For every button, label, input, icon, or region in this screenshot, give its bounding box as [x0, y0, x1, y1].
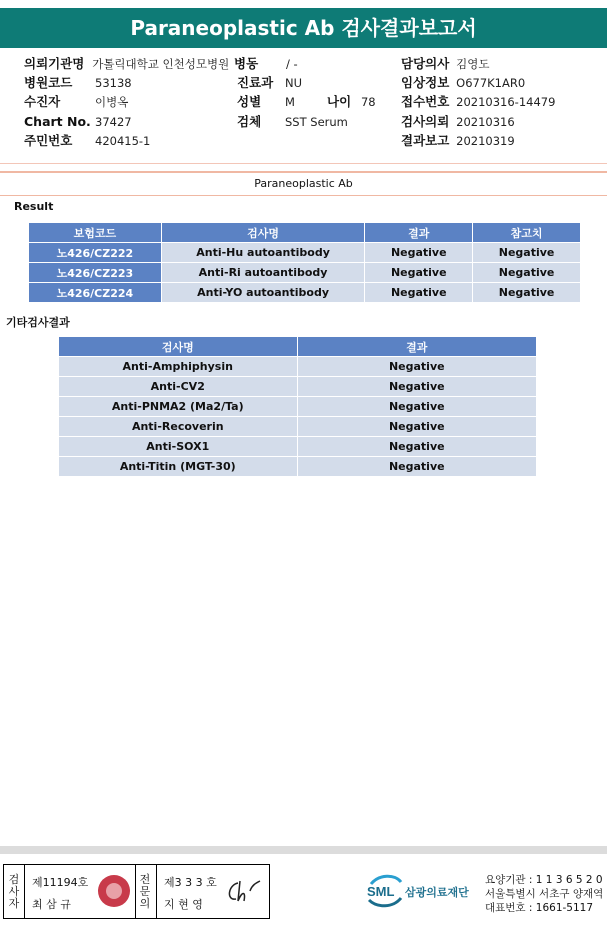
- doctor-field: [401, 55, 489, 73]
- insurance-code-cell: 노426/CZ224: [29, 283, 162, 303]
- org-line: 대표번호 : 1661-5117: [485, 902, 594, 914]
- chart-no-label: Chart No.: [24, 114, 91, 129]
- other-results-label: 기타검사결과: [6, 316, 70, 329]
- hospital-code-label: 병원코드: [24, 75, 73, 90]
- footer-divider: [0, 846, 607, 854]
- reference-cell: Negative: [473, 263, 581, 283]
- result-cell: Negative: [365, 283, 473, 303]
- institution-value: 가톨릭대학교 인천성모병원: [92, 57, 230, 71]
- insurance-code-cell: 노426/CZ223: [29, 263, 162, 283]
- examiner-no: 제11194호: [32, 876, 89, 889]
- column-header: 보험코드: [29, 223, 162, 243]
- ward-label: 병동: [234, 56, 259, 71]
- result-cell: Negative: [365, 243, 473, 263]
- specimen-field: [237, 113, 348, 131]
- signature-icon: [224, 877, 264, 907]
- specimen-value: SST Serum: [285, 115, 348, 129]
- org-line: 서울특별시 서초구 양재역: [485, 888, 604, 900]
- request-date-value: 20210316: [456, 115, 515, 129]
- reference-cell: Negative: [473, 243, 581, 263]
- receipt-no-field: [401, 93, 555, 111]
- request-date-field: [401, 113, 515, 131]
- table-row: [59, 437, 537, 457]
- patient-value: 이병옥: [95, 95, 129, 109]
- reference-cell: Negative: [473, 283, 581, 303]
- column-header: 검사명: [59, 337, 298, 357]
- examiner-label-text: 검사자: [8, 873, 20, 910]
- divider: [0, 163, 607, 164]
- sml-logo-icon: [365, 870, 405, 910]
- test-name-cell: Anti-YO autoantibody: [161, 283, 365, 303]
- table-row: [59, 457, 537, 477]
- age-field: [327, 93, 376, 111]
- column-header: 결과: [365, 223, 473, 243]
- test-name-cell: Anti-Titin (MGT-30): [59, 457, 298, 477]
- specialist-label: [137, 874, 153, 910]
- result-cell: Negative: [297, 437, 536, 457]
- test-name-cell: Anti-Recoverin: [59, 417, 298, 437]
- department-field: [237, 74, 303, 92]
- age-label: 나이: [327, 94, 352, 109]
- table-row: [29, 243, 581, 263]
- chart-no-field: [24, 113, 132, 131]
- request-date-label: 검사의뢰: [401, 114, 450, 129]
- doctor-label: 담당의사: [401, 56, 450, 71]
- report-date-label: 결과보고: [401, 133, 450, 148]
- hospital-code-value: 53138: [95, 76, 132, 90]
- divider: [156, 865, 157, 918]
- result-cell: Negative: [297, 397, 536, 417]
- table-row: [29, 263, 581, 283]
- org-line: 요양기관 : 1 1 3 6 5 2 0: [485, 874, 603, 886]
- column-header: 결과: [297, 337, 536, 357]
- org-name: 삼광의료재단: [405, 886, 469, 899]
- test-name-cell: Anti-Ri autoantibody: [161, 263, 365, 283]
- seal-stamp: [98, 875, 130, 907]
- result-cell: Negative: [297, 417, 536, 437]
- table-row: [59, 397, 537, 417]
- hospital-code-field: [24, 74, 132, 92]
- other-table-header: [59, 337, 537, 357]
- table-row: [59, 357, 537, 377]
- test-name-cell: Anti-PNMA2 (Ma2/Ta): [59, 397, 298, 417]
- other-results-table: [58, 336, 537, 477]
- patient-label: 수진자: [24, 94, 61, 109]
- specimen-label: 검체: [237, 114, 262, 129]
- result-cell: Negative: [297, 457, 536, 477]
- sex-field: [237, 93, 295, 111]
- column-header: 참고치: [473, 223, 581, 243]
- test-name-cell: Anti-SOX1: [59, 437, 298, 457]
- specialist-no: 제3 3 3 호: [164, 876, 217, 889]
- clinical-info-value: O677K1AR0: [456, 76, 526, 90]
- result-cell: Negative: [297, 377, 536, 397]
- test-name-cell: Anti-Amphiphysin: [59, 357, 298, 377]
- result-cell: Negative: [297, 357, 536, 377]
- insurance-code-cell: 노426/CZ222: [29, 243, 162, 263]
- result-table: [28, 222, 581, 303]
- doctor-value: 김영도: [456, 57, 490, 71]
- column-header: 검사명: [161, 223, 365, 243]
- table-row: [59, 417, 537, 437]
- institution-field: [24, 55, 229, 73]
- test-name-cell: Anti-CV2: [59, 377, 298, 397]
- table-row: [29, 283, 581, 303]
- sex-label: 성별: [237, 94, 262, 109]
- signature-box: [3, 864, 270, 919]
- age-value: 78: [360, 95, 376, 109]
- logo-letters: SML: [367, 884, 395, 899]
- divider: [24, 865, 25, 918]
- department-value: NU: [285, 76, 303, 90]
- resident-no-label: 주민번호: [24, 133, 73, 148]
- org-info: [485, 873, 603, 915]
- examiner-label: [6, 874, 22, 910]
- divider: [135, 865, 136, 918]
- report-date-value: 20210319: [456, 134, 515, 148]
- result-cell: Negative: [365, 263, 473, 283]
- divider: [0, 195, 607, 196]
- receipt-no-label: 접수번호: [401, 94, 450, 109]
- result-table-header: [29, 223, 581, 243]
- patient-field: [24, 93, 129, 111]
- report-title: Paraneoplastic Ab 검사결과보고서: [0, 8, 607, 48]
- clinical-info-field: [401, 74, 525, 92]
- result-label: Result: [14, 200, 54, 213]
- section-title: Paraneoplastic Ab: [254, 177, 353, 190]
- examiner-name: 최 삼 규: [32, 898, 71, 911]
- ward-field: [234, 55, 298, 73]
- clinical-info-label: 임상정보: [401, 75, 450, 90]
- receipt-no-value: 20210316-14479: [456, 95, 556, 109]
- ward-value: / -: [285, 57, 298, 71]
- institution-label: 의뢰기관명: [24, 56, 85, 71]
- divider: [0, 171, 607, 173]
- resident-no-value: 420415-1: [95, 134, 151, 148]
- specialist-label-text: 전문의: [139, 873, 151, 910]
- report-date-field: [401, 132, 515, 150]
- resident-no-field: [24, 132, 151, 150]
- specialist-name: 지 현 영: [164, 898, 203, 911]
- test-name-cell: Anti-Hu autoantibody: [161, 243, 365, 263]
- chart-no-value: 37427: [95, 115, 132, 129]
- sex-value: M: [285, 95, 295, 109]
- table-row: [59, 377, 537, 397]
- department-label: 진료과: [237, 75, 274, 90]
